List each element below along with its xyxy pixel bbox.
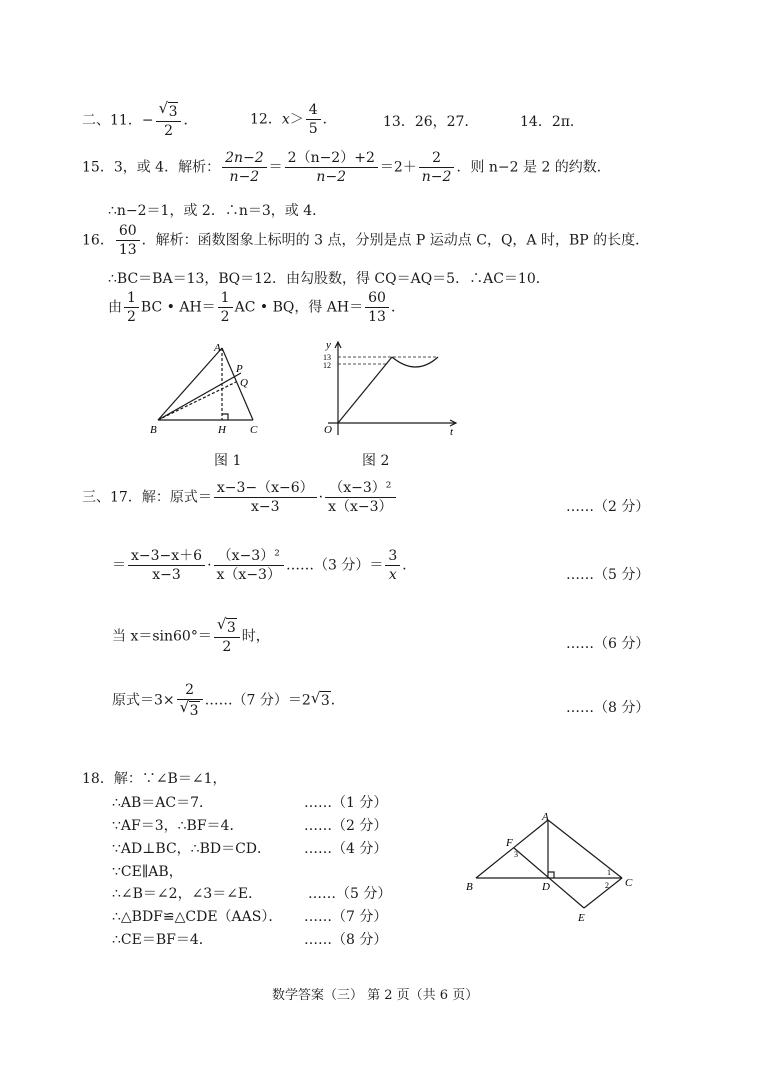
q16-line2: ∴BC＝BA＝13，BQ＝12．由勾股数，得 CQ＝AQ＝5．∴AC＝10． bbox=[108, 271, 550, 287]
q12-relation: ＞ bbox=[289, 111, 304, 128]
q17-s2-equals: ＝ bbox=[112, 557, 126, 574]
figure-q18 bbox=[462, 806, 652, 928]
q17-score-4: ……（8 分） bbox=[566, 700, 650, 716]
q17-s1-fraction-1 bbox=[214, 480, 317, 515]
q16-line3-pre: 由 bbox=[108, 299, 122, 316]
q11-minus: − bbox=[141, 112, 154, 129]
q15-label: 15．3，或 4．解析： bbox=[82, 159, 221, 176]
fig18-label-d: D bbox=[542, 881, 550, 893]
q17-s1-f1-den: x−3 bbox=[250, 499, 280, 516]
fig2-label-y: y bbox=[326, 339, 331, 351]
q12-label: 12． bbox=[250, 111, 282, 128]
q17-s3-num: 3 bbox=[226, 620, 236, 636]
q17-s2-f2-den: x（x−3） bbox=[216, 567, 281, 584]
q15-fraction-3 bbox=[419, 150, 455, 185]
q16-h1-num: 1 bbox=[124, 290, 139, 308]
fig2-label-t: t bbox=[450, 426, 454, 438]
q17-s1-f2-num: （x−3）² bbox=[325, 480, 395, 498]
q11-fraction: √ 3 2 bbox=[156, 102, 182, 139]
q15-line1 bbox=[82, 150, 611, 185]
q11-period: ． bbox=[183, 112, 198, 129]
q16-h1-den: 2 bbox=[127, 309, 136, 326]
q15-tail: ．则 n−2 是 2 的约数． bbox=[456, 159, 611, 176]
q15-equals: ＝ bbox=[268, 159, 283, 176]
q17-score-2: ……（5 分） bbox=[566, 567, 650, 583]
q11-denominator: 2 bbox=[164, 123, 173, 140]
q17-s2-f2-num: （x−3）² bbox=[214, 548, 284, 566]
q16-answer-num: 60 bbox=[116, 223, 140, 241]
q17-step4 bbox=[112, 682, 345, 719]
q12-period: ． bbox=[322, 111, 337, 128]
q16-ah-fraction bbox=[365, 290, 389, 325]
q16-half-1 bbox=[124, 290, 139, 325]
q15-fraction-2 bbox=[285, 150, 378, 185]
q18-score-2: ……（2 分） bbox=[304, 818, 388, 834]
q15-f1-num: 2n−2 bbox=[222, 150, 267, 168]
figure-1-caption: 图 1 bbox=[214, 453, 242, 469]
q16-line1 bbox=[82, 223, 649, 258]
q18-score-6: ……（7 分） bbox=[304, 909, 388, 925]
q17-s3-den: 2 bbox=[222, 639, 232, 656]
page-footer: 数学答案（三） 第 2 页（共 6 页） bbox=[272, 988, 479, 1003]
q15-fraction-1 bbox=[222, 150, 267, 185]
q11-label: 二、11． bbox=[82, 112, 142, 129]
q17-s1-fraction-2 bbox=[325, 480, 395, 515]
q15-f2-num: 2（n−2）+2 bbox=[285, 150, 378, 168]
q18-line-4: ∵CE∥AB， bbox=[112, 864, 183, 880]
fig1-label-q: Q bbox=[240, 377, 248, 389]
q12-answer bbox=[250, 102, 337, 137]
q17-score-1: ……（2 分） bbox=[566, 499, 650, 515]
fig18-angle-3: 3 bbox=[514, 850, 518, 859]
q18-line-0: 18．解：∵∠B＝∠1， bbox=[82, 771, 227, 787]
fig2-label-13: 13 bbox=[323, 353, 331, 362]
q16-line3-mid1: BC • AH＝ bbox=[140, 299, 216, 316]
q17-dot-1: · bbox=[318, 489, 324, 506]
q16-explanation: ．解析：函数图象上标明的 3 点，分别是点 P 运动点 C，Q，A 时，BP 的长度． bbox=[141, 232, 650, 249]
q17-label: 三、17．解：原式＝ bbox=[82, 489, 212, 506]
q15-f3-den: n−2 bbox=[421, 169, 452, 186]
q17-s2-fraction-2 bbox=[214, 548, 284, 583]
figure-1-triangle bbox=[140, 340, 270, 440]
q17-s4-rad: 3 bbox=[320, 692, 330, 709]
q17-s4-mid: ……（7 分）＝2 bbox=[204, 692, 311, 709]
q17-s2-f1-num: x−3−x＋6 bbox=[128, 548, 205, 566]
q15-equals-2: ＝2＋ bbox=[379, 159, 417, 176]
fig1-label-a: A bbox=[214, 342, 221, 354]
q17-s2-f1-den: x−3 bbox=[152, 567, 181, 584]
fig18-angle-1: 1 bbox=[607, 868, 611, 877]
q17-s4-pre: 原式＝3× bbox=[112, 692, 175, 709]
q16-half-2 bbox=[218, 290, 233, 325]
q16-line3 bbox=[108, 290, 405, 325]
q18-line-5: ∴∠B＝∠2，∠3＝∠E． bbox=[112, 886, 263, 902]
q16-h2-den: 2 bbox=[220, 309, 230, 326]
q12-var: x bbox=[281, 111, 290, 128]
q18-line-1: ∴AB＝AC＝7． bbox=[112, 795, 214, 811]
q18-score-7: ……（8 分） bbox=[304, 932, 388, 948]
q17-s3-post: 时， bbox=[241, 628, 270, 645]
q15-f2-den: n−2 bbox=[316, 169, 347, 186]
fig18-label-f: F bbox=[506, 837, 513, 849]
q17-s4-den: 3 bbox=[189, 703, 199, 720]
q16-line3-post: ． bbox=[390, 299, 405, 316]
q17-s2-fraction-3 bbox=[385, 548, 400, 583]
q12-fraction bbox=[306, 102, 321, 137]
q17-s1-f2-den: x（x−3） bbox=[328, 499, 393, 516]
q12-numerator: 4 bbox=[306, 102, 321, 120]
q17-s2-fraction-1 bbox=[128, 548, 205, 583]
fig18-label-e: E bbox=[578, 912, 585, 924]
q18-line-2: ∵AF＝3，∴BF＝4． bbox=[112, 818, 244, 834]
q16-h2-num: 1 bbox=[218, 290, 233, 308]
q17-s4-num: 2 bbox=[177, 682, 203, 700]
q18-score-3: ……（4 分） bbox=[304, 841, 388, 857]
q17-s3-pre: 当 x＝sin60°＝ bbox=[112, 628, 212, 645]
fig18-label-b: B bbox=[466, 881, 473, 893]
q17-step2 bbox=[112, 548, 416, 583]
q14-answer: 14．2π． bbox=[520, 114, 584, 130]
q17-score-3: ……（6 分） bbox=[566, 636, 650, 652]
q16-answer-fraction bbox=[116, 223, 140, 258]
figure-2-graph bbox=[308, 335, 468, 440]
q16-r-den: 13 bbox=[368, 309, 386, 326]
q12-denominator: 5 bbox=[308, 121, 318, 138]
q17-dot-2: · bbox=[207, 557, 212, 574]
fig1-label-c: C bbox=[250, 424, 258, 436]
q15-f1-den: n−2 bbox=[229, 169, 260, 186]
q11-numerator: 3 bbox=[168, 104, 178, 120]
q18-line-6: ∴△BDF≌△CDE（AAS）． bbox=[112, 909, 283, 925]
q13-answer: 13．26，27． bbox=[383, 114, 479, 130]
q15-line2: ∴n−2＝1，或 2．∴n＝3，或 4． bbox=[108, 203, 327, 219]
q17-s4-fraction: 2 √ 3 bbox=[177, 682, 203, 719]
fig1-label-b: B bbox=[150, 424, 157, 436]
q16-r-num: 60 bbox=[365, 290, 389, 308]
q18-line-3: ∵AD⊥BC，∴BD＝CD． bbox=[112, 841, 272, 857]
q16-label: 16． bbox=[82, 232, 114, 249]
q17-s3-fraction: √ 3 2 bbox=[214, 618, 240, 655]
q18-score-5: ……（5 分） bbox=[308, 886, 392, 902]
q18-line-7: ∴CE＝BF＝4． bbox=[112, 932, 213, 948]
q17-s2-period: ． bbox=[402, 557, 417, 574]
q17-s2-mid: ……（3 分）＝ bbox=[285, 557, 384, 574]
q17-s2-f3-num: 3 bbox=[385, 548, 400, 566]
q16-line3-mid2: AC • BQ，得 AH＝ bbox=[234, 299, 364, 316]
q16-answer-den: 13 bbox=[118, 242, 137, 259]
fig2-label-o: O bbox=[324, 424, 332, 436]
fig2-label-12: 12 bbox=[323, 361, 331, 370]
q18-score-1: ……（1 分） bbox=[304, 795, 388, 811]
q17-step3 bbox=[112, 615, 270, 656]
q17-s1-f1-num: x−3−（x−6） bbox=[214, 480, 317, 498]
q17-s4-radical: √ 3 bbox=[310, 688, 330, 709]
q17-s4-period: ． bbox=[330, 692, 345, 709]
figure-2-caption: 图 2 bbox=[362, 453, 390, 469]
q17-step1 bbox=[82, 480, 398, 515]
q17-s2-f3-den: x bbox=[388, 567, 397, 584]
fig1-label-h: H bbox=[218, 424, 226, 436]
fig18-label-c: C bbox=[625, 877, 633, 889]
fig1-label-p: P bbox=[236, 363, 243, 375]
q15-f3-num: 2 bbox=[419, 150, 455, 168]
fig18-label-a: A bbox=[542, 811, 549, 823]
fig18-angle-2: 2 bbox=[605, 881, 609, 890]
answers-11-14-row bbox=[82, 99, 198, 140]
